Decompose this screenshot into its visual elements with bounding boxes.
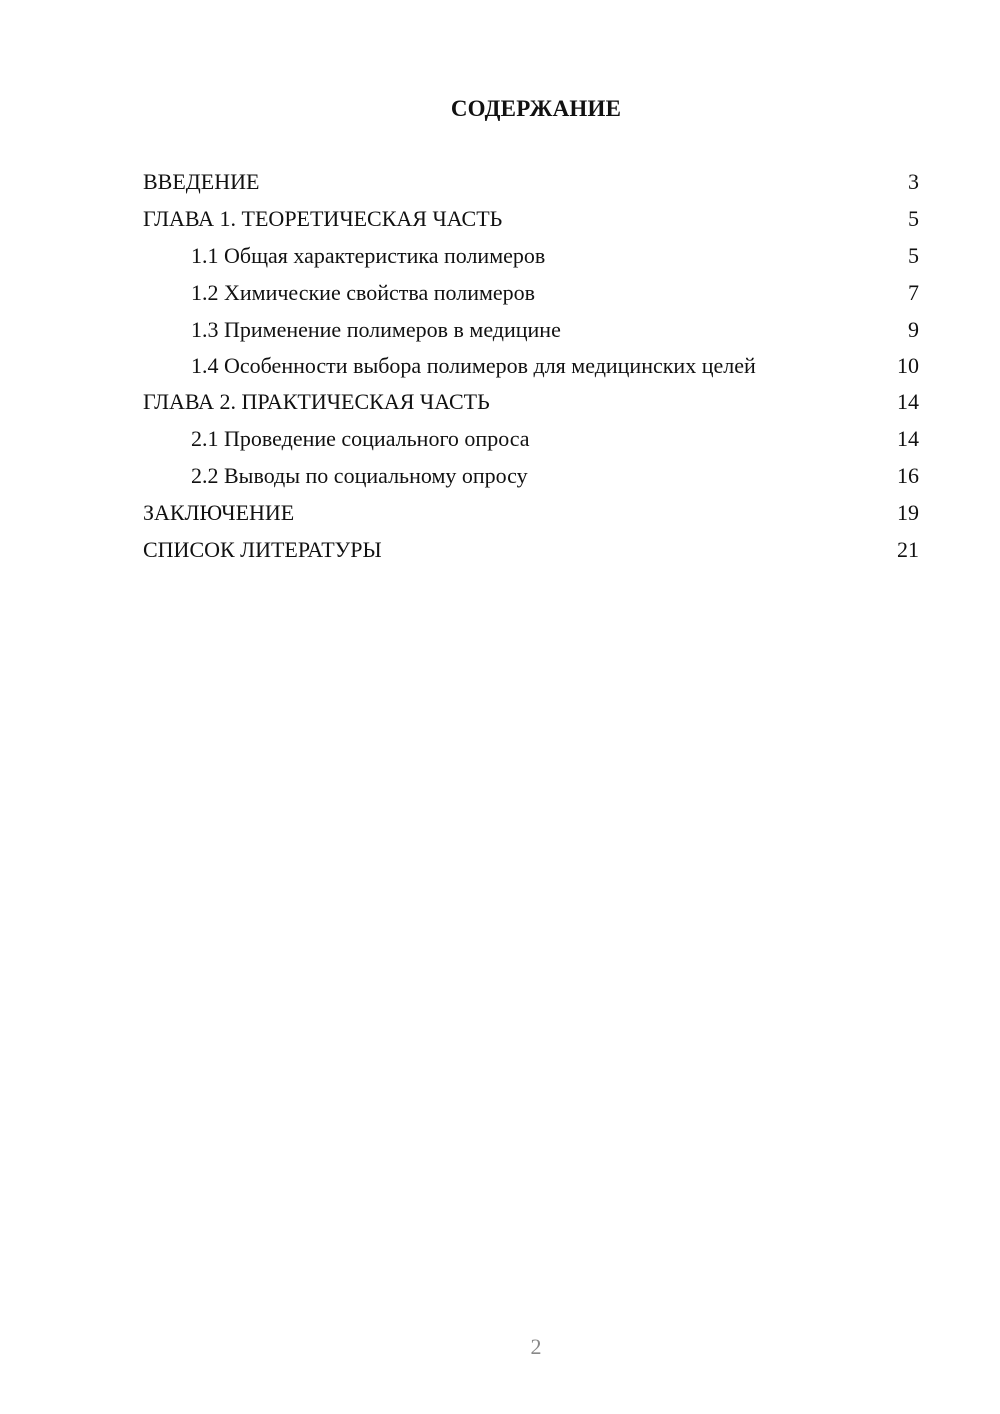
- toc-entry-chapter-1: [143, 204, 919, 234]
- toc-entry-section-2-1: [143, 424, 919, 454]
- toc-entry-chapter-2: [143, 387, 919, 417]
- toc-entry-page: 19: [897, 500, 919, 525]
- toc-entry-title: 1.1 Общая характеристика полимеров: [191, 243, 546, 268]
- toc-entry-title: 1.4 Особенности выбора полимеров для медицинских целей: [191, 353, 756, 378]
- toc-entry-title: 2.1 Проведение социального опроса: [191, 426, 530, 451]
- toc-entry-title: ГЛАВА 2. ПРАКТИЧЕСКАЯ ЧАСТЬ: [143, 389, 490, 414]
- toc-entry-title: ЗАКЛЮЧЕНИЕ: [143, 500, 295, 525]
- toc-entry-section-1-3: [143, 315, 919, 345]
- toc-entry-page: 5: [908, 206, 919, 231]
- toc-entry-page: 7: [908, 280, 919, 305]
- toc-entry-section-1-4: [143, 352, 919, 379]
- toc-entry-page: 14: [897, 426, 919, 451]
- toc-entry-section-1-1: [143, 241, 919, 271]
- toc-entry-title: 2.2 Выводы по социальному опросу: [191, 463, 528, 488]
- toc-entry-page: 14: [897, 389, 919, 414]
- toc-entry-page: 9: [908, 317, 919, 342]
- toc-entry-title: 1.3 Применение полимеров в медицине: [191, 317, 561, 342]
- toc-entry-title: СПИСОК ЛИТЕРАТУРЫ: [143, 537, 382, 562]
- toc-entry-page: 21: [897, 537, 919, 562]
- toc-entry-page: 5: [908, 243, 919, 268]
- toc-entry-section-2-2: [143, 461, 919, 491]
- toc-entry-page: 10: [897, 353, 919, 378]
- page-number: 2: [530, 1334, 542, 1359]
- toc-entry-section-1-2: [143, 278, 919, 308]
- toc-entry-conclusion: [143, 498, 919, 528]
- toc-entry-page: 3: [908, 169, 919, 194]
- toc-entry-introduction: [143, 167, 919, 197]
- table-of-contents: [143, 167, 919, 572]
- toc-entry-page: 16: [897, 463, 919, 488]
- toc-entry-title: ВВЕДЕНИЕ: [143, 169, 260, 194]
- toc-entry-title: ГЛАВА 1. ТЕОРЕТИЧЕСКАЯ ЧАСТЬ: [143, 206, 503, 231]
- page-title: СОДЕРЖАНИЕ: [450, 96, 622, 121]
- toc-entry-references: [143, 535, 919, 565]
- toc-entry-title: 1.2 Химические свойства полимеров: [191, 280, 536, 305]
